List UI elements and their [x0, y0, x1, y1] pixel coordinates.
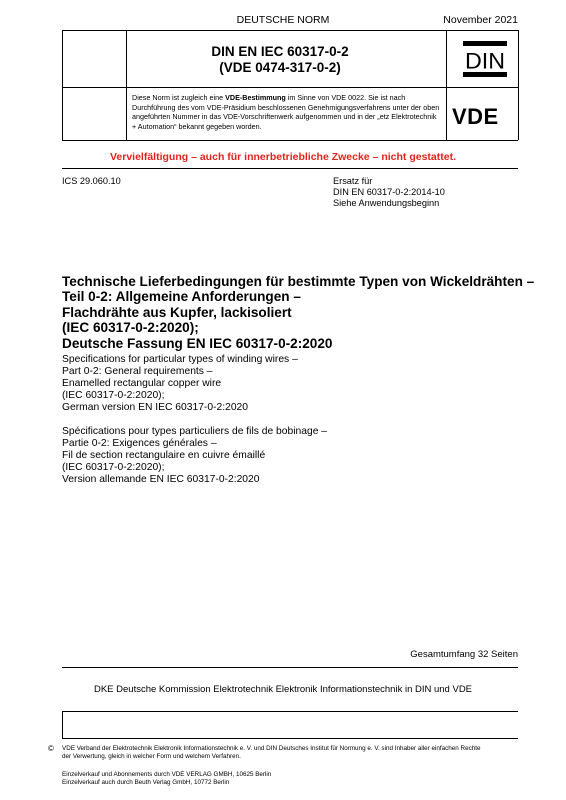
title-german-line: Teil 0-2: Allgemeine Anforderungen – [62, 289, 301, 305]
vde-logo: VDE [452, 104, 499, 129]
header-top-rule [62, 30, 518, 31]
replacement-line: DIN EN 60317-0-2:2014-10 [333, 186, 445, 197]
copyright-symbol: © [48, 744, 54, 753]
footer-left-rule [62, 711, 63, 738]
standard-number: DIN EN IEC 60317-0-2 [211, 44, 349, 59]
title-english-line: (IEC 60317-0-2:2020); [62, 390, 165, 401]
title-german [62, 274, 534, 351]
title-french-line: Partie 0-2: Exigences générales – [62, 438, 217, 449]
pages-rule [62, 667, 518, 668]
vde-number: (VDE 0474-317-0-2) [219, 60, 341, 75]
vde-note-text-end: im Sinne von VDE 0022. Sie ist nach Durchführung des vom VDE-Präsidium beschlossenen Genehmigungsverfahrens unter der oben angeführten Nummer in das VDE-Vorschriftenwerk aufgenommen und in der „etz Elektrotechnik + Automation“ bekannt gegeben worden. [132, 93, 440, 131]
title-german-line: Flachdrähte aus Kupfer, lackisoliert [62, 304, 292, 320]
total-pages: Gesamtumfang 32 Seiten [410, 649, 518, 660]
vde-note [132, 93, 440, 131]
document-type-label: DEUTSCHE NORM [236, 14, 330, 26]
sales-line: Einzelverkauf und Abonnements durch VDE VERLAG GMBH, 10625 Berlin [62, 771, 272, 778]
replacement-info [333, 176, 445, 208]
title-french-line: Spécifications pour types particuliers de fils de bobinage – [62, 426, 328, 437]
title-english-line: Enamelled rectangular copper wire [62, 378, 222, 389]
title-english [62, 354, 298, 414]
copyright-notice [48, 744, 482, 760]
dke-rule [62, 711, 518, 712]
replacement-line: Ersatz für [333, 176, 373, 186]
title-french-line: (IEC 60317-0-2:2020); [62, 462, 165, 473]
header-middle-rule [62, 87, 518, 88]
dke-commission: DKE Deutsche Kommission Elektrotechnik Elektronik Informationstechnik in DIN und VDE [93, 684, 473, 695]
reproduction-warning: Vervielfältigung – auch für innerbetriebliche Zwecke – nicht gestattet. [109, 151, 456, 163]
standard-number-block [120, 44, 440, 76]
ics-code: ICS 29.060.10 [62, 176, 121, 186]
header-bottom-rule [62, 140, 518, 141]
din-logo [462, 40, 508, 78]
header-right-rule [518, 30, 519, 140]
sales-info [62, 771, 271, 787]
title-german-line: Technische Lieferbedingungen für bestimmte Typen von Wickeldrähten – [62, 274, 535, 289]
title-german-line: (IEC 60317-0-2:2020); [62, 320, 199, 336]
vde-note-text-start: Diese Norm ist zugleich eine [132, 93, 226, 102]
title-french-line: Version allemande EN IEC 60317-0-2:2020 [62, 474, 260, 485]
copyright-text: VDE Verband der Elektrotechnik Elektronik Informationstechnik e. V. und DIN Deutsches Institut für Normung e. V. sind Inhaber aller einfachen Rechte der Verwertung, gleich in welcher Form und welchem Verfahren. [62, 745, 481, 760]
header-left-rule [62, 30, 63, 140]
header-inner-right-rule [446, 30, 447, 140]
title-german-line: Deutsche Fassung EN IEC 60317-0-2:2020 [62, 335, 333, 351]
vde-note-bold: VDE-Bestimmung [225, 93, 286, 102]
title-french [62, 426, 327, 486]
title-english-line: Part 0-2: General requirements – [62, 366, 213, 377]
title-english-line: German version EN IEC 60317-0-2:2020 [62, 402, 249, 413]
sales-line: Einzelverkauf auch durch Beuth Verlag GmbH, 10772 Berlin [62, 779, 230, 786]
din-logo-text: DIN [465, 48, 505, 74]
publication-date: November 2021 [443, 14, 518, 26]
footer-rule [62, 738, 518, 739]
title-french-line: Fil de section rectangulaire en cuivre émaillé [62, 450, 266, 461]
warning-rule [62, 168, 518, 169]
replacement-line: Siehe Anwendungsbeginn [333, 197, 440, 208]
title-english-line: Specifications for particular types of winding wires – [62, 354, 298, 365]
